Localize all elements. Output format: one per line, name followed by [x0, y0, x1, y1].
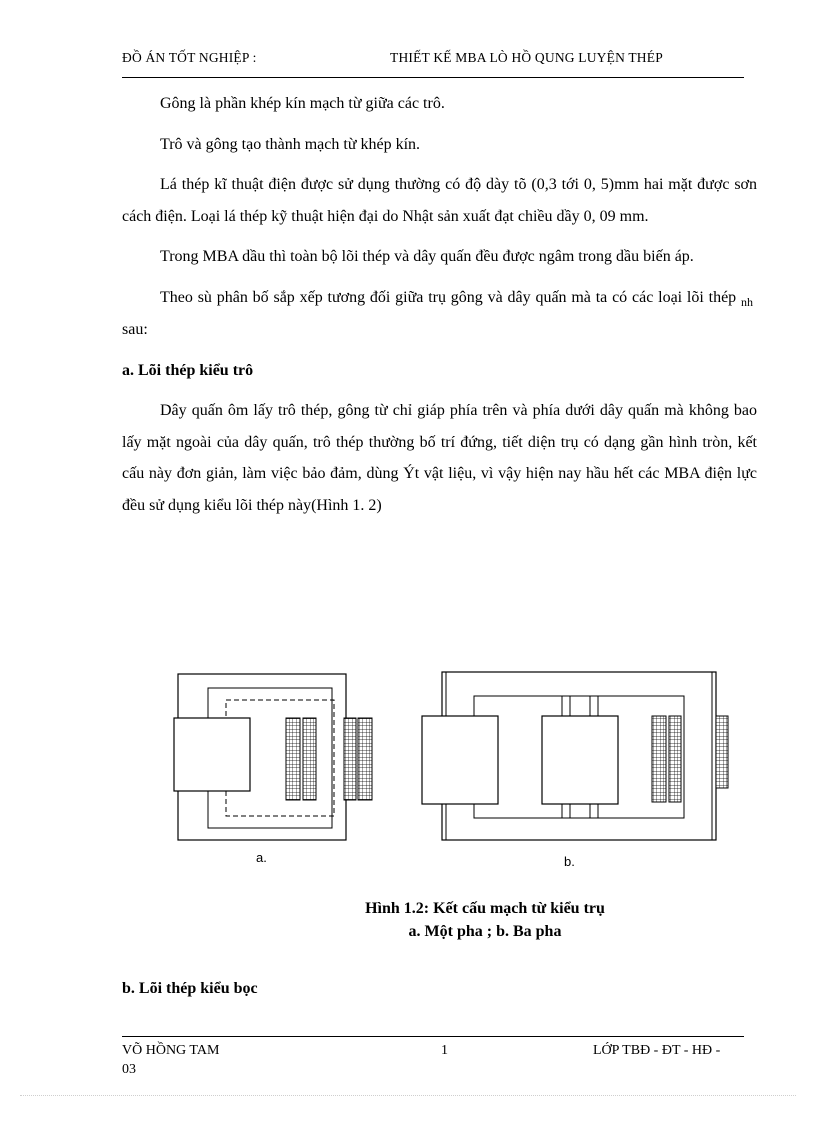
footer-left — [122, 1041, 219, 1079]
paragraph: Trô và gông tạo thành mạch từ khép kín. — [160, 135, 421, 153]
winding-hatch — [652, 716, 666, 802]
header-rule — [122, 77, 744, 78]
header-left: ĐỒ ÁN TỐT NGHIỆP : — [122, 50, 257, 65]
footer-author-cont: 03 — [122, 1062, 136, 1077]
winding-block-2 — [542, 716, 618, 804]
paragraph: Lá thép kĩ thuật điện được sử dụng thường có độ dày tõ (0,3 tới 0, 5)mm hai mặt được sơn cách điện. Loại lá thép kỹ thuật hiện đại do Nhật sản xuất đạt chiều dầy 0, 09 mm. — [122, 176, 757, 225]
paragraph: Gông là phần khép kín mạch từ giữa các trô. — [160, 95, 445, 112]
winding-hatch — [344, 718, 356, 800]
page-bottom-dots — [20, 1095, 796, 1096]
figure-label-a: a. — [256, 850, 267, 865]
caption-line-1: Hình 1.2: Kết cấu mạch từ kiểu trụ — [365, 900, 605, 917]
caption-line-2: a. Một pha ; b. Ba pha — [408, 923, 562, 940]
subscript-fragment: nh — [741, 294, 754, 309]
paragraph-text: Theo sù phân bố sắp xếp tương đối giữa trụ gông và dây quấn mà ta có các loại lõi thép — [160, 288, 737, 306]
winding-hatch — [358, 718, 372, 800]
footer-rule — [122, 1036, 744, 1037]
winding-hatch — [303, 718, 316, 800]
body-text — [122, 88, 757, 530]
paragraph: Dây quấn ôm lấy trô thép, gông từ chỉ giáp phía trên và phía dưới dây quấn mà không bao lấy mặt ngoài của dây quấn, trô thép thường bố trí đứng, tiết diện trụ có dạng gần hình tròn, kết cấu này đơn giản, làm việc bảo đảm, dùng Ýt vật liệu, vì vậy hiện nay hầu hết các MBA điện lực đều sử dụng kiểu lõi thép này(Hình 1. 2) — [122, 402, 757, 514]
core-structure-figure — [170, 666, 730, 876]
single-phase-core-diagram — [174, 674, 372, 865]
figure-label-b: b. — [564, 854, 575, 869]
winding-block-1 — [422, 716, 498, 804]
paragraph — [122, 282, 757, 346]
three-phase-core-diagram — [422, 672, 728, 869]
header-right: THIẾT KẾ MBA LÒ HỒ QUNG LUYỆN THÉP — [390, 50, 663, 65]
winding-hatch — [286, 718, 300, 800]
winding-hatch — [669, 716, 681, 802]
paragraph-text: sau: — [122, 321, 148, 338]
figure-caption — [300, 897, 670, 943]
section-heading-a: a. Lõi thép kiểu trô — [122, 361, 254, 379]
footer-right: LỚP TBĐ - ĐT - HĐ - — [593, 1043, 721, 1058]
section-heading-b: b. Lõi thép kiểu bọc — [122, 980, 258, 997]
paragraph: Trong MBA dầu thì toàn bộ lõi thép và dây quấn đều được ngâm trong dầu biến áp. — [160, 248, 694, 265]
footer-author: VÕ HỒNG TAM — [122, 1043, 220, 1058]
winding-hatch — [716, 716, 728, 788]
page-number: 1 — [441, 1043, 448, 1058]
primary-winding-block — [174, 718, 250, 791]
